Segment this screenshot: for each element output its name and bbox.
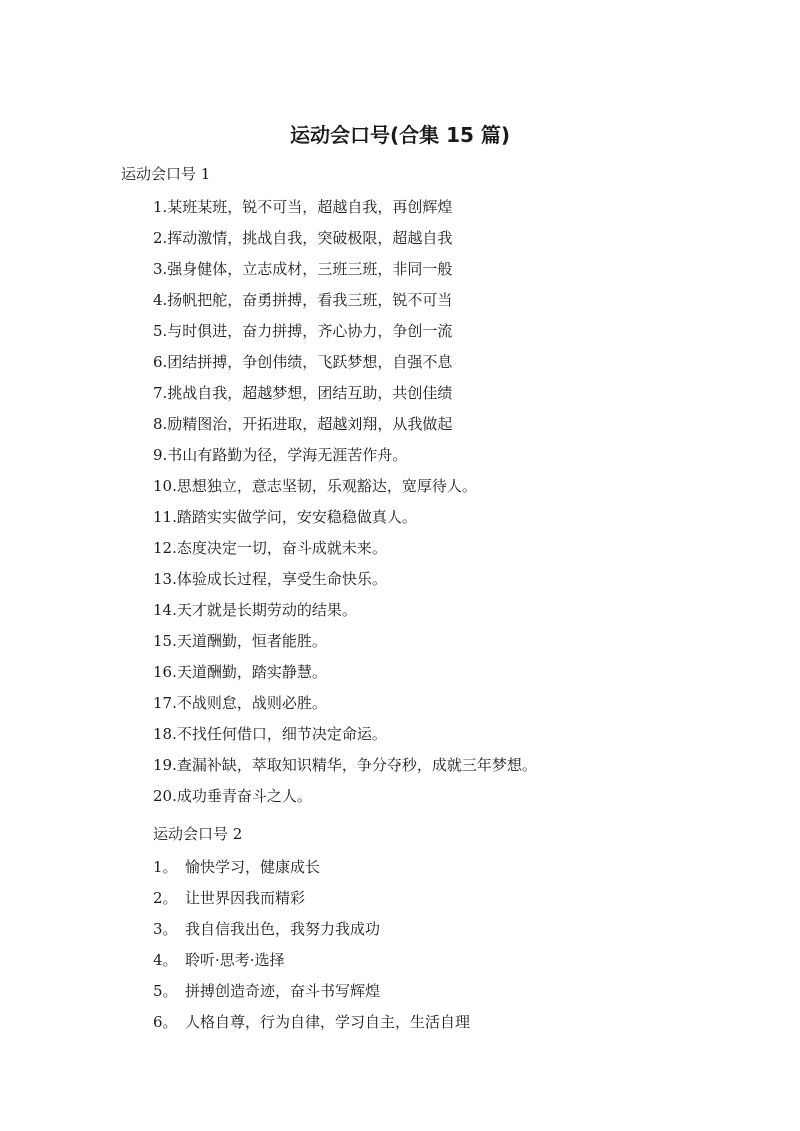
- list-item-text: 愉快学习，健康成长: [185, 858, 321, 876]
- list-item: 14.天才就是长期劳动的结果。: [153, 601, 357, 619]
- list-item: [153, 980, 470, 1011]
- slogan-list-2: [153, 856, 470, 1042]
- list-item: 15.天道酬勤，恒者能胜。: [153, 632, 327, 650]
- list-item: 4.扬帆把舵，奋勇拼搏，看我三班，锐不可当: [153, 291, 453, 309]
- list-item-number: 2。: [153, 889, 178, 907]
- list-item-text: 聆听·思考·选择: [185, 951, 285, 969]
- list-item: [153, 918, 470, 949]
- list-item: [153, 856, 470, 887]
- list-item-number: 1。: [153, 858, 178, 876]
- list-item: 19.查漏补缺，萃取知识精华，争分夺秒，成就三年梦想。: [153, 756, 537, 774]
- list-item: 7.挑战自我，超越梦想，团结互助，共创佳绩: [153, 384, 453, 402]
- list-item: [153, 887, 470, 918]
- list-item: 9.书山有路勤为径，学海无涯苦作舟。: [153, 446, 408, 464]
- list-item: [153, 1011, 470, 1042]
- list-item: 2.挥动激情，挑战自我，突破极限，超越自我: [153, 229, 453, 247]
- document-title: 运动会口号(合集 15 篇): [289, 123, 511, 147]
- list-item-number: 5。: [153, 982, 178, 1000]
- section-heading-2: 运动会口号 2: [153, 825, 243, 843]
- list-item-text: 我自信我出色，我努力我成功: [185, 920, 381, 938]
- list-item: 8.励精图治，开拓进取，超越刘翔，从我做起: [153, 415, 453, 433]
- list-item-text: 拼搏创造奇迹，奋斗书写辉煌: [185, 982, 381, 1000]
- list-item: 5.与时俱进，奋力拼搏，齐心协力，争创一流: [153, 322, 453, 340]
- list-item: 18.不找任何借口，细节决定命运。: [153, 725, 387, 743]
- list-item: 17.不战则怠，战则必胜。: [153, 694, 327, 712]
- list-item: 16.天道酬勤，踏实静慧。: [153, 663, 327, 681]
- list-item-number: 6。: [153, 1013, 178, 1031]
- list-item: 10.思想独立，意志坚韧，乐观豁达，宽厚待人。: [153, 477, 477, 495]
- list-item-text: 让世界因我而精彩: [185, 889, 306, 907]
- list-item-number: 3。: [153, 920, 178, 938]
- section-heading-1: 运动会口号 1: [121, 165, 211, 183]
- list-item: 3.强身健体，立志成材，三班三班，非同一般: [153, 260, 453, 278]
- list-item: 1.某班某班，锐不可当，超越自我，再创辉煌: [153, 198, 453, 216]
- slogan-list-1: [153, 196, 537, 816]
- list-item: [153, 949, 470, 980]
- list-item-text: 人格自尊，行为自律，学习自主，生活自理: [185, 1013, 471, 1031]
- list-item: 13.体验成长过程，享受生命快乐。: [153, 570, 387, 588]
- list-item: 20.成功垂青奋斗之人。: [153, 787, 312, 805]
- list-item: 6.团结拼搏，争创伟绩，飞跃梦想，自强不息: [153, 353, 453, 371]
- list-item-number: 4。: [153, 951, 178, 969]
- list-item: 11.踏踏实实做学问，安安稳稳做真人。: [153, 508, 417, 526]
- list-item: 12.态度决定一切，奋斗成就未来。: [153, 539, 387, 557]
